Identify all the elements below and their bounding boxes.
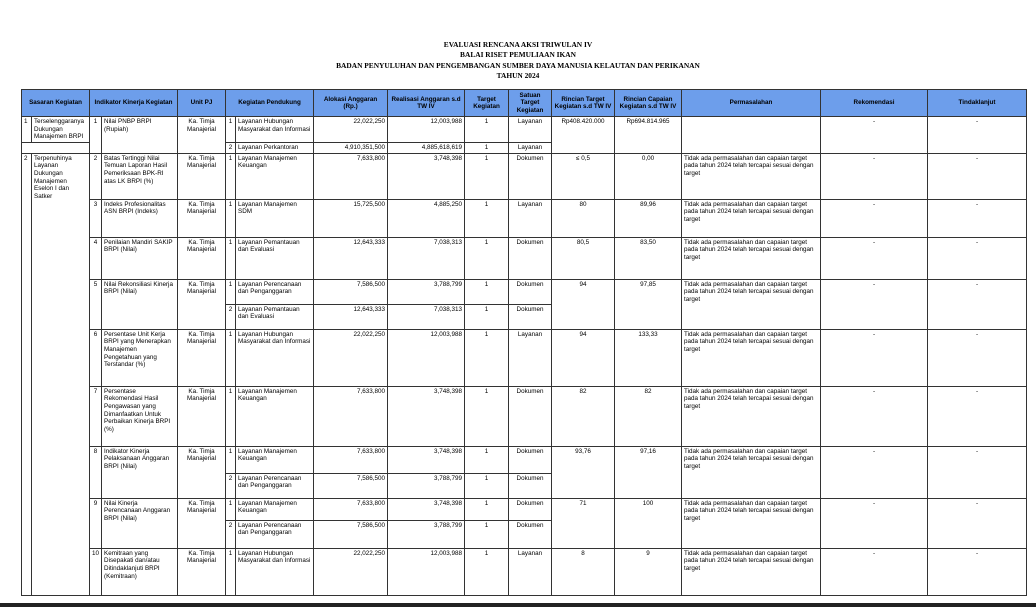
permasalahan-text: Tidak ada permasalahan dan capaian target pada tahun 2024 telah tercapai sesuai dengan target	[682, 446, 821, 498]
satuan-value: Layanan	[509, 329, 552, 386]
permasalahan-text: Tidak ada permasalahan dan capaian target pada tahun 2024 telah tercapai sesuai dengan target	[682, 237, 821, 279]
target-value: 1	[465, 153, 509, 199]
indikator-name: Persentase Unit Kerja BRPI yang Menerapkan Manajemen Pengetahuan yang Terstandar (%)	[102, 329, 178, 386]
indikator-number: 6	[90, 329, 102, 386]
rincian-target-value: 8	[552, 548, 615, 595]
permasalahan-text: Tidak ada permasalahan dan capaian target pada tahun 2024 telah tercapai sesuai dengan target	[682, 386, 821, 446]
realisasi-value: 7,038,313	[388, 304, 465, 329]
header-rincian-capaian: Rincian Capaian Kegiatan s.d TW IV	[615, 90, 682, 117]
indikator-name: Nilai PNBP BRPI (Rupiah)	[102, 117, 178, 154]
table-row	[22, 237, 1027, 279]
satuan-value: Dokumen	[509, 498, 552, 520]
alokasi-value: 7,633,800	[314, 446, 388, 473]
header-pendukung: Kegiatan Pendukung	[226, 90, 314, 117]
satuan-value: Layanan	[509, 142, 552, 153]
activity-name: Layanan Pemantauan dan Evaluasi	[236, 304, 314, 329]
indikator-name: Nilai Kinerja Perencanaan Anggaran BRPI (Nilai)	[102, 498, 178, 548]
satuan-value: Dokumen	[509, 304, 552, 329]
alokasi-value: 7,586,500	[314, 473, 388, 498]
realisasi-value: 4,885,250	[388, 199, 465, 237]
rincian-target-value: 80	[552, 199, 615, 237]
header-tindaklanjut: Tindaklanjut	[928, 90, 1027, 117]
activity-number: 2	[226, 304, 236, 329]
rekomendasi-text: -	[821, 153, 928, 199]
satuan-value: Dokumen	[509, 473, 552, 498]
table-row	[22, 117, 1027, 143]
rekomendasi-text: -	[821, 279, 928, 329]
report-title: EVALUASI RENCANA AKSI TRIWULAN IV	[443, 40, 593, 49]
table-row	[22, 279, 1027, 304]
evaluation-table	[21, 89, 1027, 596]
table-row	[22, 199, 1027, 237]
activity-name: Layanan Manajemen Keuangan	[236, 446, 314, 473]
header-indikator: Indikator Kinerja Kegiatan	[90, 90, 178, 117]
rincian-capaian-value: 0,00	[615, 153, 682, 199]
report-agency: BADAN PENYULUHAN DAN PENGEMBANGAN SUMBER DAYA MANUSIA KELAUTAN DAN PERIKANAN	[336, 60, 700, 70]
activity-name: Layanan Perencanaan dan Penganggaran	[236, 520, 314, 548]
rincian-capaian-value: 97,85	[615, 279, 682, 329]
unit-pj: Ka. Timja Manajerial	[178, 199, 226, 237]
permasalahan-text: Tidak ada permasalahan dan capaian target pada tahun 2024 telah tercapai sesuai dengan target	[682, 498, 821, 548]
table-row	[22, 446, 1027, 473]
header-rincian-target: Rincian Target Kegiatan s.d TW IV	[552, 90, 615, 117]
rincian-target-value: Rp408.420.000	[552, 117, 615, 154]
indikator-number: 9	[90, 498, 102, 548]
header-realisasi: Realisasi Anggaran s.d TW IV	[388, 90, 465, 117]
alokasi-value: 22,022,250	[314, 329, 388, 386]
table-row	[22, 548, 1027, 595]
target-value: 1	[465, 304, 509, 329]
activity-number: 2	[226, 142, 236, 153]
realisasi-value: 12,003,988	[388, 329, 465, 386]
permasalahan-text: Tidak ada permasalahan dan capaian target pada tahun 2024 telah tercapai sesuai dengan target	[682, 153, 821, 199]
rincian-target-value: 94	[552, 329, 615, 386]
activity-name: Layanan Manajemen Keuangan	[236, 498, 314, 520]
target-value: 1	[465, 386, 509, 446]
activity-number: 1	[226, 199, 236, 237]
indikator-number: 2	[90, 153, 102, 199]
activity-number: 1	[226, 498, 236, 520]
tindaklanjut-text: -	[928, 237, 1027, 279]
alokasi-value: 4,910,351,500	[314, 142, 388, 153]
satuan-value: Dokumen	[509, 446, 552, 473]
indikator-number: 8	[90, 446, 102, 498]
activity-number: 1	[226, 446, 236, 473]
rincian-target-value: 80,5	[552, 237, 615, 279]
tindaklanjut-text: -	[928, 329, 1027, 386]
alokasi-value: 12,643,333	[314, 237, 388, 279]
indikator-number: 4	[90, 237, 102, 279]
rincian-capaian-value: 133,33	[615, 329, 682, 386]
satuan-value: Layanan	[509, 199, 552, 237]
satuan-value: Layanan	[509, 117, 552, 143]
report-institution: BALAI RISET PEMULIAAN IKAN	[460, 50, 576, 60]
rekomendasi-text: -	[821, 117, 928, 154]
activity-number: 1	[226, 548, 236, 595]
indikator-name: Penilaian Mandiri SAKIP BRPI (Nilai)	[102, 237, 178, 279]
header-alokasi: Alokasi Anggaran (Rp.)	[314, 90, 388, 117]
rekomendasi-text: -	[821, 329, 928, 386]
indikator-number: 7	[90, 386, 102, 446]
report-title-block	[0, 40, 1036, 81]
tindaklanjut-text: -	[928, 446, 1027, 498]
indikator-name: Kemitraan yang Disepakati dan/atau Ditindaklanjuti BRPI (Kemitraan)	[102, 548, 178, 595]
sasaran-text: Terpenuhinya Layanan Dukungan Manajemen Eselon I dan Satker	[32, 153, 90, 595]
tindaklanjut-text: -	[928, 199, 1027, 237]
target-value: 1	[465, 329, 509, 386]
tindaklanjut-text: -	[928, 153, 1027, 199]
satuan-value: Dokumen	[509, 386, 552, 446]
table-header-row	[22, 90, 1027, 117]
activity-name: Layanan Pemantauan dan Evaluasi	[236, 237, 314, 279]
activity-name: Layanan Perencanaan dan Penganggaran	[236, 279, 314, 304]
realisasi-value: 12,003,988	[388, 117, 465, 143]
rincian-target-value: 71	[552, 498, 615, 548]
activity-name: Layanan Hubungan Masyarakat dan Informasi	[236, 117, 314, 143]
rekomendasi-text: -	[821, 446, 928, 498]
rincian-capaian-value: Rp694.814.965	[615, 117, 682, 154]
unit-pj: Ka. Timja Manajerial	[178, 446, 226, 498]
target-value: 1	[465, 446, 509, 473]
satuan-value: Layanan	[509, 548, 552, 595]
realisasi-value: 12,003,988	[388, 548, 465, 595]
table-row	[22, 153, 1027, 199]
satuan-value: Dokumen	[509, 237, 552, 279]
realisasi-value: 4,885,618,619	[388, 142, 465, 153]
target-value: 1	[465, 548, 509, 595]
realisasi-value: 3,748,398	[388, 386, 465, 446]
table-row	[22, 498, 1027, 520]
rincian-capaian-value: 89,96	[615, 199, 682, 237]
activity-name: Layanan Perkantoran	[236, 142, 314, 153]
rincian-capaian-value: 82	[615, 386, 682, 446]
table-row	[22, 329, 1027, 386]
alokasi-value: 7,633,800	[314, 153, 388, 199]
target-value: 1	[465, 520, 509, 548]
rekomendasi-text: -	[821, 237, 928, 279]
header-sasaran: Sasaran Kegiatan	[22, 90, 90, 117]
tindaklanjut-text: -	[928, 386, 1027, 446]
page-bottom-border	[0, 603, 1036, 607]
alokasi-value: 22,022,250	[314, 548, 388, 595]
tindaklanjut-text: -	[928, 548, 1027, 595]
permasalahan-text: Tidak ada permasalahan dan capaian target pada tahun 2024 telah tercapai sesuai dengan target	[682, 279, 821, 329]
tindaklanjut-text: -	[928, 279, 1027, 329]
rekomendasi-text: -	[821, 386, 928, 446]
target-value: 1	[465, 237, 509, 279]
permasalahan-text: Tidak ada permasalahan dan capaian target pada tahun 2024 telah tercapai sesuai dengan target	[682, 548, 821, 595]
rekomendasi-text: -	[821, 548, 928, 595]
table-row	[22, 386, 1027, 446]
permasalahan-text: Tidak ada permasalahan dan capaian target pada tahun 2024 telah tercapai sesuai dengan target	[682, 199, 821, 237]
activity-number: 2	[226, 520, 236, 548]
target-value: 1	[465, 473, 509, 498]
satuan-value: Dokumen	[509, 520, 552, 548]
rekomendasi-text: -	[821, 498, 928, 548]
activity-number: 1	[226, 117, 236, 143]
rekomendasi-text: -	[821, 199, 928, 237]
indikator-number: 5	[90, 279, 102, 329]
realisasi-value: 3,748,398	[388, 153, 465, 199]
activity-number: 2	[226, 473, 236, 498]
rincian-target-value: 82	[552, 386, 615, 446]
header-rekomendasi: Rekomendasi	[821, 90, 928, 117]
rincian-capaian-value: 9	[615, 548, 682, 595]
unit-pj: Ka. Timja Manajerial	[178, 329, 226, 386]
header-satuan: Satuan Target Kegiatan	[509, 90, 552, 117]
sasaran-number: 1	[22, 117, 32, 143]
realisasi-value: 3,788,799	[388, 279, 465, 304]
activity-name: Layanan Manajemen SDM	[236, 199, 314, 237]
realisasi-value: 7,038,313	[388, 237, 465, 279]
unit-pj: Ka. Timja Manajerial	[178, 279, 226, 329]
activity-name: Layanan Perencanaan dan Penganggaran	[236, 473, 314, 498]
unit-pj: Ka. Timja Manajerial	[178, 386, 226, 446]
activity-number: 1	[226, 329, 236, 386]
permasalahan-text	[682, 117, 821, 154]
indikator-number: 10	[90, 548, 102, 595]
permasalahan-text: Tidak ada permasalahan dan capaian target pada tahun 2024 telah tercapai sesuai dengan target	[682, 329, 821, 386]
rincian-target-value: ≤ 0,5	[552, 153, 615, 199]
indikator-name: Persentase Rekomendasi Hasil Pengawasan yang Dimanfaatkan Untuk Perbaikan Kinerja BRPI (%)	[102, 386, 178, 446]
satuan-value: Dokumen	[509, 279, 552, 304]
header-unit: Unit PJ	[178, 90, 226, 117]
indikator-name: Indeks Profesionalitas ASN BRPI (Indeks)	[102, 199, 178, 237]
activity-number: 1	[226, 153, 236, 199]
activity-number: 1	[226, 237, 236, 279]
unit-pj: Ka. Timja Manajerial	[178, 153, 226, 199]
rincian-target-value: 94	[552, 279, 615, 329]
realisasi-value: 3,788,799	[388, 473, 465, 498]
target-value: 1	[465, 117, 509, 143]
unit-pj: Ka. Timja Manajerial	[178, 498, 226, 548]
activity-number: 1	[226, 386, 236, 446]
tindaklanjut-text: -	[928, 117, 1027, 154]
alokasi-value: 7,633,800	[314, 498, 388, 520]
header-target: Target Kegiatan	[465, 90, 509, 117]
indikator-number: 3	[90, 199, 102, 237]
alokasi-value: 7,586,500	[314, 520, 388, 548]
report-year: TAHUN 2024	[496, 70, 540, 80]
sasaran-blank-cell	[22, 142, 90, 153]
target-value: 1	[465, 142, 509, 153]
target-value: 1	[465, 279, 509, 304]
alokasi-value: 7,586,500	[314, 279, 388, 304]
activity-number: 1	[226, 279, 236, 304]
activity-name: Layanan Manajemen Keuangan	[236, 153, 314, 199]
alokasi-value: 12,643,333	[314, 304, 388, 329]
indikator-name: Indikator Kinerja Pelaksanaan Anggaran BRPI (Nilai)	[102, 446, 178, 498]
rincian-capaian-value: 97,16	[615, 446, 682, 498]
realisasi-value: 3,748,398	[388, 498, 465, 520]
rincian-capaian-value: 100	[615, 498, 682, 548]
target-value: 1	[465, 498, 509, 520]
indikator-name: Batas Tertinggi Nilai Temuan Laporan Hasil Pemeriksaan BPK-RI atas LK BRPI (%)	[102, 153, 178, 199]
unit-pj: Ka. Timja Manajerial	[178, 117, 226, 154]
activity-name: Layanan Hubungan Masyarakat dan Informasi	[236, 329, 314, 386]
alokasi-value: 22,022,250	[314, 117, 388, 143]
realisasi-value: 3,748,398	[388, 446, 465, 473]
unit-pj: Ka. Timja Manajerial	[178, 237, 226, 279]
header-permasalahan: Permasalahan	[682, 90, 821, 117]
activity-name: Layanan Hubungan Masyarakat dan Informasi	[236, 548, 314, 595]
satuan-value: Dokumen	[509, 153, 552, 199]
rincian-capaian-value: 83,50	[615, 237, 682, 279]
target-value: 1	[465, 199, 509, 237]
sasaran-text: Terselenggaranya Dukungan Manajemen BRPI	[32, 117, 90, 143]
realisasi-value: 3,788,799	[388, 520, 465, 548]
alokasi-value: 15,725,500	[314, 199, 388, 237]
activity-name: Layanan Manajemen Keuangan	[236, 386, 314, 446]
rincian-target-value: 93,76	[552, 446, 615, 498]
tindaklanjut-text: -	[928, 498, 1027, 548]
indikator-number: 1	[90, 117, 102, 154]
unit-pj: Ka. Timja Manajerial	[178, 548, 226, 595]
indikator-name: Nilai Rekonsiliasi Kinerja BRPI (Nilai)	[102, 279, 178, 329]
sasaran-number: 2	[22, 153, 32, 595]
alokasi-value: 7,633,800	[314, 386, 388, 446]
